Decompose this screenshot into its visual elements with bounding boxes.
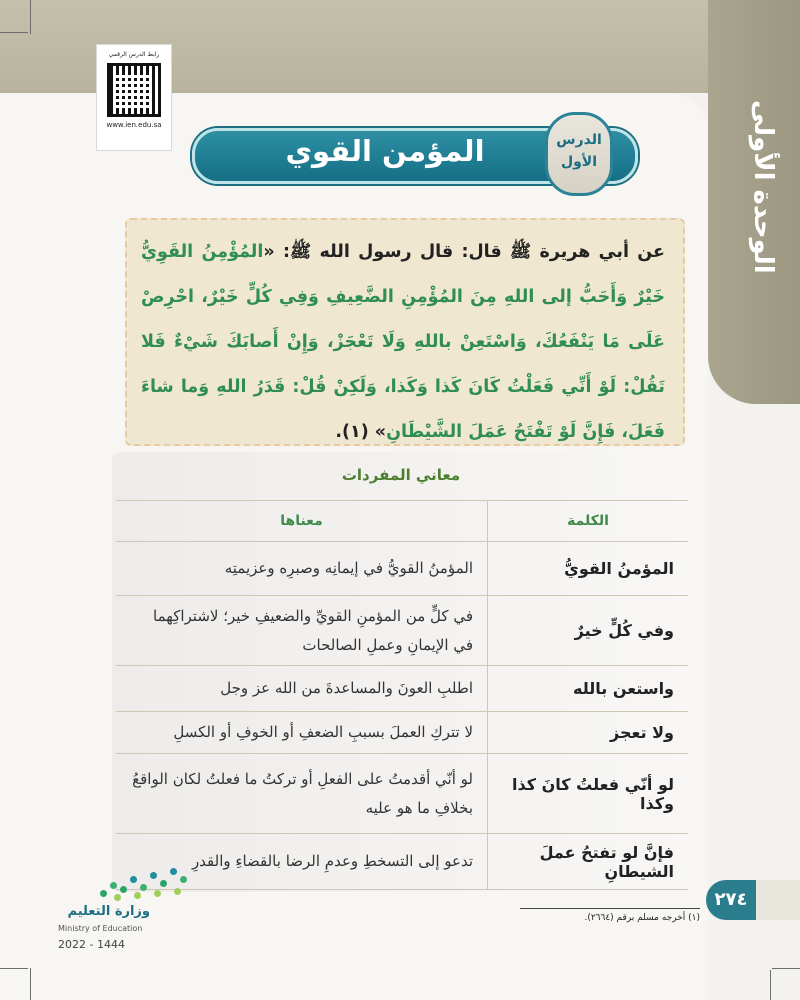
crop-mark (770, 970, 771, 1000)
vocab-meaning: لو أنّي أقدمتُ على الفعلِ أو تركتُ ما فعلتُ لكان الواقعُ بخلافِ ما هو عليه (116, 754, 488, 834)
table-row (116, 834, 688, 890)
hadith-closing: » (١). (335, 422, 387, 442)
ministry-english-name: Ministry of Education (58, 924, 143, 933)
hadith-text: المُؤْمِنُ القَوِيُّ خَيْرٌ وَأَحَبُّ إلى اللهِ مِنَ المُؤْمِنِ الضَّعِيفِ وَفِي كُلٍّ خَيْرٌ، احْرِصْ عَلَى مَا يَنْفَعُكَ، وَاسْتَعِنْ باللهِ وَلَا تَعْجَزْ، وَإِنْ أَصابَكَ شَيْءٌ فَلا تَقُلْ: لَوْ أَنِّي فَعَلْتُ كَانَ كَذا وَكَذا، وَلَكِنْ قُلْ: قَدَرُ اللهِ وَما شاءَ فَعَلَ، فَإِنَّ لَوْ تَفْتَحُ عَمَلَ الشَّيْطَانِ (141, 242, 665, 442)
page-number: ٢٧٤ (706, 880, 756, 920)
table-row (116, 754, 688, 834)
vocabulary-title: معاني المفردات (341, 466, 461, 484)
unit-label: الوحدة الأولى (748, 100, 778, 274)
digital-lesson-qr-card[interactable] (96, 44, 172, 151)
unit-side-tab (708, 0, 800, 404)
crop-mark (772, 968, 800, 969)
qr-title: رابط الدرس الرقمي (108, 51, 160, 58)
vocab-meaning: اطلبِ العونَ والمساعدةَ من الله عز وجل (116, 666, 488, 712)
vocab-meaning: المؤمنُ القويُّ في إيمانِه وصبرِه وعزيمتِه (116, 542, 488, 596)
crop-mark (0, 32, 28, 33)
lesson-title: المؤمن القوي (285, 134, 485, 168)
hadith-box (125, 218, 685, 446)
crop-mark (30, 0, 31, 34)
table-row (116, 542, 688, 596)
qr-code-icon[interactable] (107, 63, 161, 117)
lesson-number-badge (545, 112, 613, 196)
edition-year: 2022 - 1444 (58, 938, 125, 951)
ministry-arabic-name: وزارة التعليم (67, 904, 150, 919)
vocab-word: لو أنّي فعلتُ كانَ كذا وكذا (488, 754, 689, 834)
qr-url[interactable]: www.ien.edu.sa (106, 121, 162, 129)
ministry-dots-icon (100, 862, 188, 902)
table-row (116, 666, 688, 712)
ministry-logo (56, 862, 196, 958)
table-row (116, 596, 688, 666)
vocab-word: وفي كُلٍّ خيرٌ (488, 596, 689, 666)
vocab-word: المؤمنُ القويُّ (488, 542, 689, 596)
badge-line-1: الدرس (556, 132, 602, 148)
vocab-meaning: في كلٍّ من المؤمنِ القويِّ والضعيفِ خير؛ لاشتراكِهما في الإيمانِ وعملِ الصالحات (116, 596, 488, 666)
vocab-word: واستعن بالله (488, 666, 689, 712)
vocab-word: ولا تعجز (488, 712, 689, 754)
vocabulary-table (116, 500, 688, 890)
hadith-opening: عن أبي هريرة ﷺ قال: قال رسول الله ﷺ: « (263, 242, 665, 262)
crop-mark (0, 968, 28, 969)
column-header-word: الكلمة (488, 501, 689, 542)
vocab-meaning: لا تتركِ العملَ بسببِ الضعفِ أو الخوفِ أو الكسلِ (116, 712, 488, 754)
table-row (116, 712, 688, 754)
column-header-meaning: معناها (116, 501, 488, 542)
vocab-meaning: تدعو إلى التسخطِ وعدمِ الرضا بالقضاءِ والقدرِ (116, 834, 488, 890)
crop-mark (30, 968, 31, 1000)
page-number-strip (750, 880, 800, 920)
badge-line-2: الأول (560, 154, 598, 170)
vocab-word: فإنَّ لو تفتحُ عملَ الشيطانِ (488, 834, 689, 890)
footnote: (١) أخرجه مسلم برقم (٢٦٦٤). (520, 908, 700, 923)
